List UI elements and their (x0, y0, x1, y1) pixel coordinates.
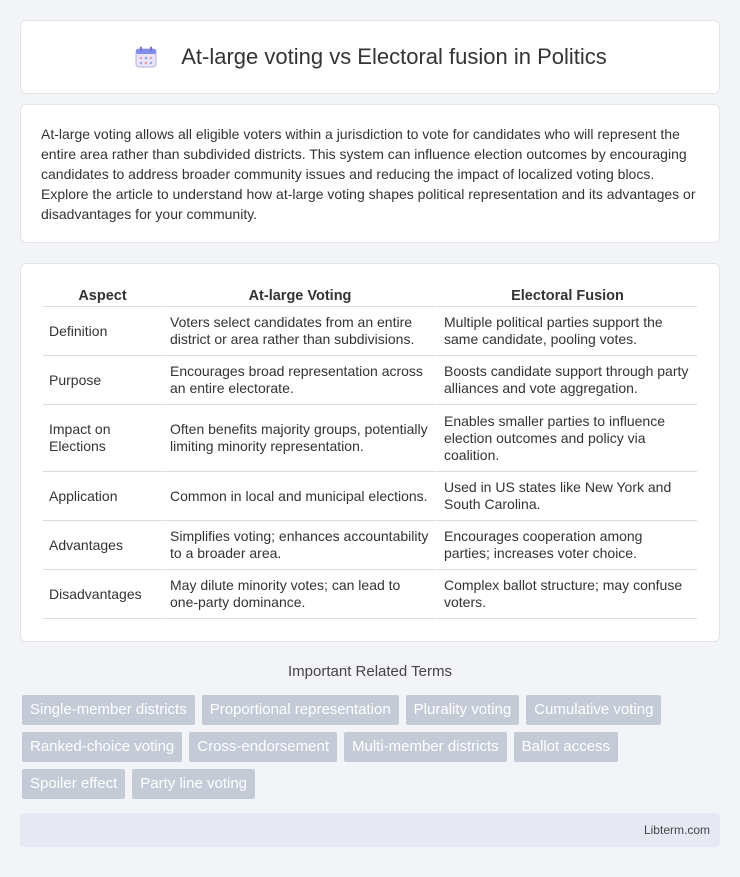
footer (20, 813, 720, 847)
tag-spoiler-effect[interactable]: Spoiler effect (22, 769, 125, 799)
tag-single-member-districts[interactable]: Single-member districts (22, 695, 195, 725)
intro-text: At-large voting allows all eligible voters within a jurisdiction to vote for candidates who will represent the entire area rather than subdivided districts. This system can influence election outcomes by encouraging candidates to address broader community issues and reducing the impact of localized voting blocs. Explore the article to understand how at-large voting shapes political representation and its advantages or disadvantages for your community. (41, 126, 696, 222)
related-terms-title: Important Related Terms (288, 663, 452, 680)
header-fusion: Electoral Fusion (436, 284, 697, 307)
fusion-cell: Enables smaller parties to influence election outcomes and policy via coalition. (436, 405, 697, 472)
header-card (20, 20, 720, 94)
aspect-cell: Definition (43, 307, 162, 356)
table-header-row (43, 284, 697, 307)
comparison-table (43, 284, 697, 619)
table-row (43, 472, 697, 521)
calendar-icon (133, 44, 159, 70)
at-large-cell: Often benefits majority groups, potentially limiting minority representation. (162, 405, 436, 472)
page-title: At-large voting vs Electoral fusion in Politics (181, 44, 607, 69)
aspect-cell: Purpose (43, 356, 162, 405)
aspect-cell: Impact on Elections (43, 405, 162, 472)
at-large-cell: May dilute minority votes; can lead to one-party dominance. (162, 570, 436, 619)
aspect-cell: Advantages (43, 521, 162, 570)
tag-ballot-access[interactable]: Ballot access (514, 732, 618, 762)
fusion-cell: Multiple political parties support the same candidate, pooling votes. (436, 307, 697, 356)
related-terms-list (22, 695, 722, 806)
intro-card (20, 104, 720, 243)
tag-proportional-representation[interactable]: Proportional representation (202, 695, 399, 725)
header-at-large: At-large Voting (162, 284, 436, 307)
table-row (43, 307, 697, 356)
tag-party-line-voting[interactable]: Party line voting (132, 769, 255, 799)
fusion-cell: Complex ballot structure; may confuse voters. (436, 570, 697, 619)
fusion-cell: Boosts candidate support through party alliances and vote aggregation. (436, 356, 697, 405)
footer-site-link[interactable]: Libterm.com (643, 823, 710, 837)
table-row (43, 356, 697, 405)
at-large-cell: Simplifies voting; enhances accountability to a broader area. (162, 521, 436, 570)
tag-cross-endorsement[interactable]: Cross-endorsement (189, 732, 337, 762)
aspect-cell: Application (43, 472, 162, 521)
at-large-cell: Encourages broad representation across an entire electorate. (162, 356, 436, 405)
at-large-cell: Voters select candidates from an entire district or area rather than subdivisions. (162, 307, 436, 356)
comparison-card (20, 263, 720, 642)
fusion-cell: Used in US states like New York and South Carolina. (436, 472, 697, 521)
table-row (43, 570, 697, 619)
tag-ranked-choice-voting[interactable]: Ranked-choice voting (22, 732, 182, 762)
at-large-cell: Common in local and municipal elections. (162, 472, 436, 521)
aspect-cell: Disadvantages (43, 570, 162, 619)
table-row (43, 521, 697, 570)
fusion-cell: Encourages cooperation among parties; increases voter choice. (436, 521, 697, 570)
tag-cumulative-voting[interactable]: Cumulative voting (526, 695, 661, 725)
table-row (43, 405, 697, 472)
header-aspect: Aspect (43, 284, 162, 307)
tag-plurality-voting[interactable]: Plurality voting (406, 695, 520, 725)
tag-multi-member-districts[interactable]: Multi-member districts (344, 732, 507, 762)
